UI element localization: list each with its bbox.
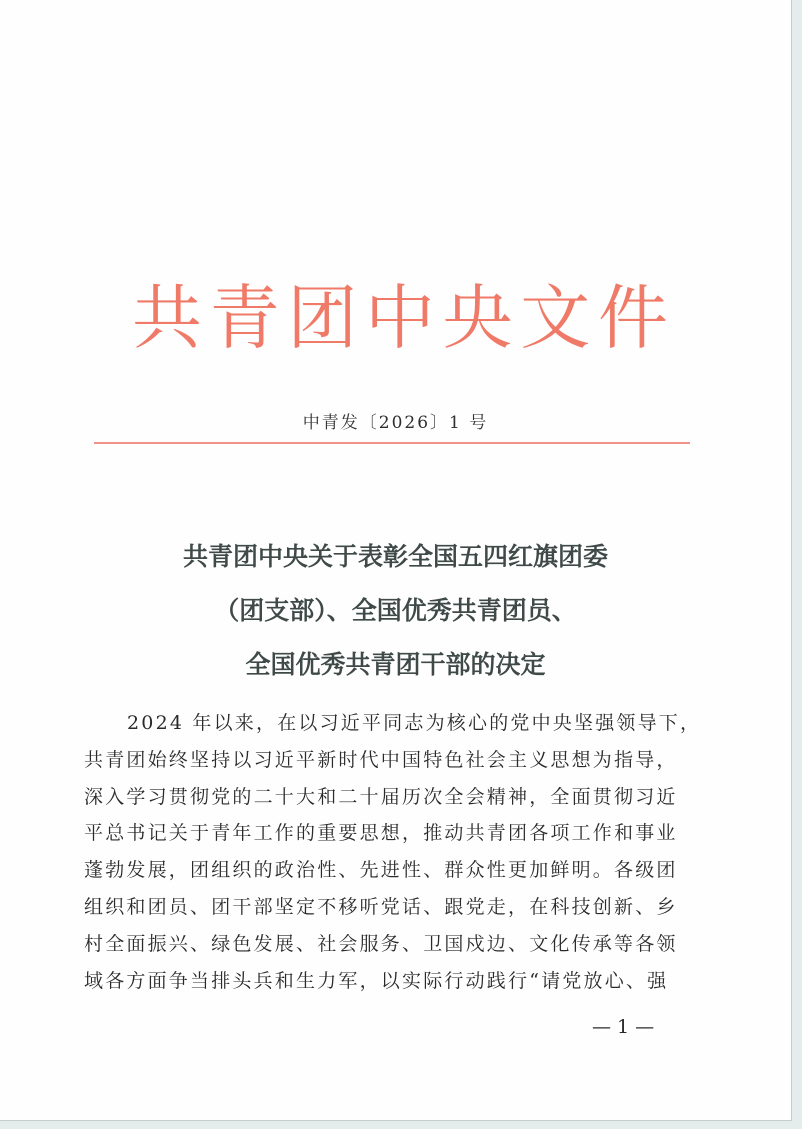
red-divider-line bbox=[94, 442, 690, 444]
document-title bbox=[0, 530, 791, 692]
page-number: — 1 — bbox=[592, 1016, 655, 1038]
masthead-char: 青 bbox=[209, 277, 280, 359]
masthead-char: 件 bbox=[597, 277, 668, 359]
title-line: 共青团中央关于表彰全国五四红旗团委 bbox=[182, 542, 608, 571]
masthead-char: 中 bbox=[364, 277, 435, 359]
body-line: 蓬勃发展，团组织的政治性、先进性、群众性更加鲜明。各级团 bbox=[84, 859, 678, 882]
document-number: 中青发〔2026〕1 号 bbox=[302, 413, 489, 433]
body-line: 域各方面争当排头兵和生力军，以实际行动践行“请党放心、强 bbox=[84, 969, 669, 992]
title-line: 全国优秀共青团干部的决定 bbox=[245, 650, 546, 679]
masthead-char: 文 bbox=[520, 277, 591, 359]
title-line: （团支部）、全国优秀共青团员、 bbox=[214, 596, 577, 625]
body-line: 组织和团员、团干部坚定不移听党话、跟党走，在科技创新、乡 bbox=[84, 895, 678, 918]
body-line: 深入学习贯彻党的二十大和二十届历次全会精神，全面贯彻习近 bbox=[84, 785, 678, 808]
masthead-char: 团 bbox=[287, 277, 358, 359]
body-line: 平总书记关于青年工作的重要思想，推动共青团各项工作和事业 bbox=[84, 822, 678, 845]
body-line: 村全面振兴、绿色发展、社会服务、卫国戍边、文化传承等各领 bbox=[84, 932, 678, 955]
masthead-char: 央 bbox=[442, 277, 513, 359]
body-line: 共青团始终坚持以习近平新时代中国特色社会主义思想为指导， bbox=[84, 748, 678, 771]
body-line: 2024 年以来，在以习近平同志为核心的党中央坚强领导下， bbox=[127, 712, 702, 734]
body-paragraph bbox=[84, 705, 702, 999]
masthead-title bbox=[130, 268, 670, 368]
masthead-char: 共 bbox=[132, 277, 202, 359]
